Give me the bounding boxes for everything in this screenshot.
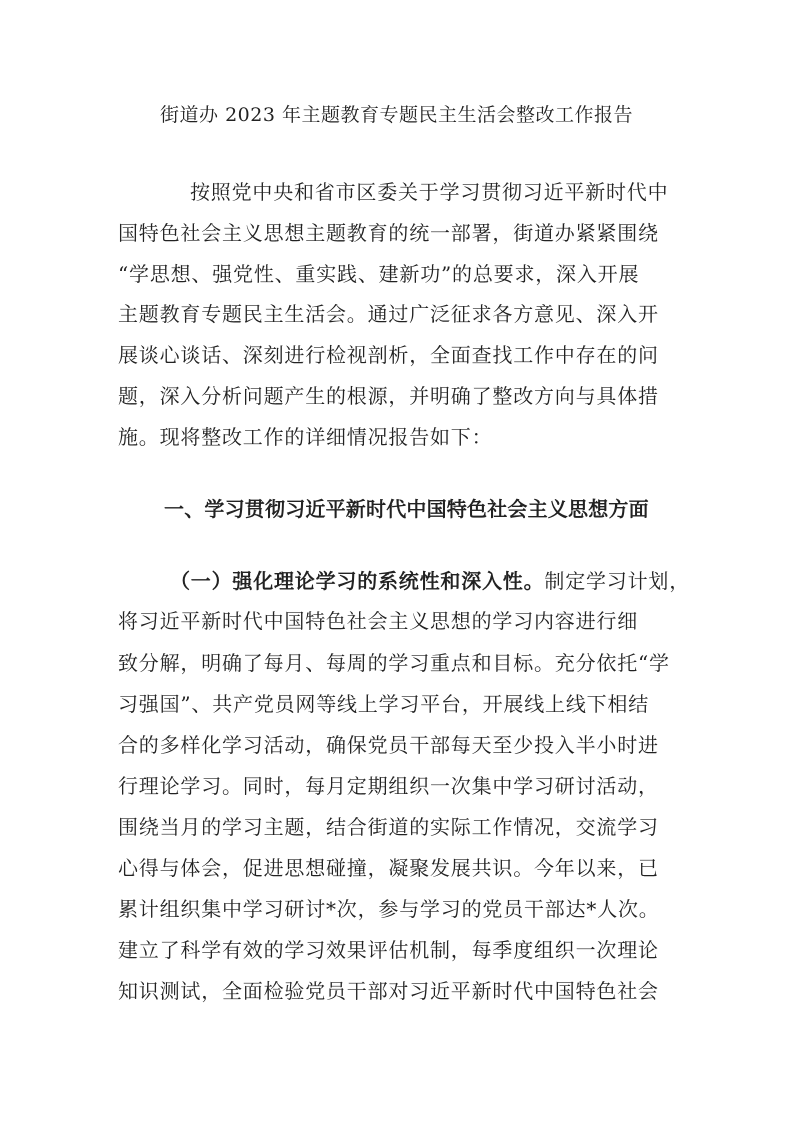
document-title: 街道办 2023 年主题教育专题民主生活会整改工作报告: [160, 104, 633, 126]
body-line: 合的多样化学习活动，确保党员干部每天至少投入半小时进: [118, 733, 659, 757]
subsection-first-line: [170, 566, 690, 596]
section-heading: 一、学习贯彻习近平新时代中国特色社会主义思想方面: [164, 497, 649, 521]
body-line: 行理论学习。同时，每月定期组织一次集中学习研讨活动，: [118, 774, 659, 798]
intro-line: 题，深入分析问题产生的根源，并明确了整改方向与具体措: [118, 384, 659, 408]
intro-line: 展谈心谈话、深刻进行检视剖析，全面查找工作中存在的问: [118, 343, 659, 367]
body-line: 围绕当月的学习主题，结合街道的实际工作情况，交流学习: [118, 815, 659, 839]
body-line: 建立了科学有效的学习效果评估机制，每季度组织一次理论: [118, 938, 659, 962]
intro-line: 按照党中央和省市区委关于学习贯彻习近平新时代中: [190, 180, 669, 204]
body-line: 累计组织集中学习研讨*次，参与学习的党员干部达*人次。: [118, 897, 660, 921]
body-line: 将习近平新时代中国特色社会主义思想的学习内容进行细: [118, 609, 638, 633]
intro-line: “学思想、强党性、重实践、建新功”的总要求，深入开展: [118, 262, 640, 286]
subsection-first-line-rest: 制定学习计划，: [544, 569, 691, 593]
intro-line: 施。现将整改工作的详细情况报告如下：: [118, 425, 493, 449]
body-line: 致分解，明确了每月、每周的学习重点和目标。充分依托“学: [118, 651, 670, 675]
intro-line: 国特色社会主义思想主题教育的统一部署，街道办紧紧围绕: [118, 221, 659, 245]
body-line: 知识测试，全面检验党员干部对习近平新时代中国特色社会: [118, 979, 659, 1003]
intro-line: 主题教育专题民主生活会。通过广泛征求各方意见、深入开: [118, 302, 659, 326]
subsection-heading: （一）强化理论学习的系统性和深入性。: [170, 569, 545, 593]
body-line: 习强国”、共产党员网等线上学习平台，开展线上线下相结: [118, 692, 650, 716]
body-line: 心得与体会，促进思想碰撞，凝聚发展共识。今年以来，已: [118, 856, 659, 880]
